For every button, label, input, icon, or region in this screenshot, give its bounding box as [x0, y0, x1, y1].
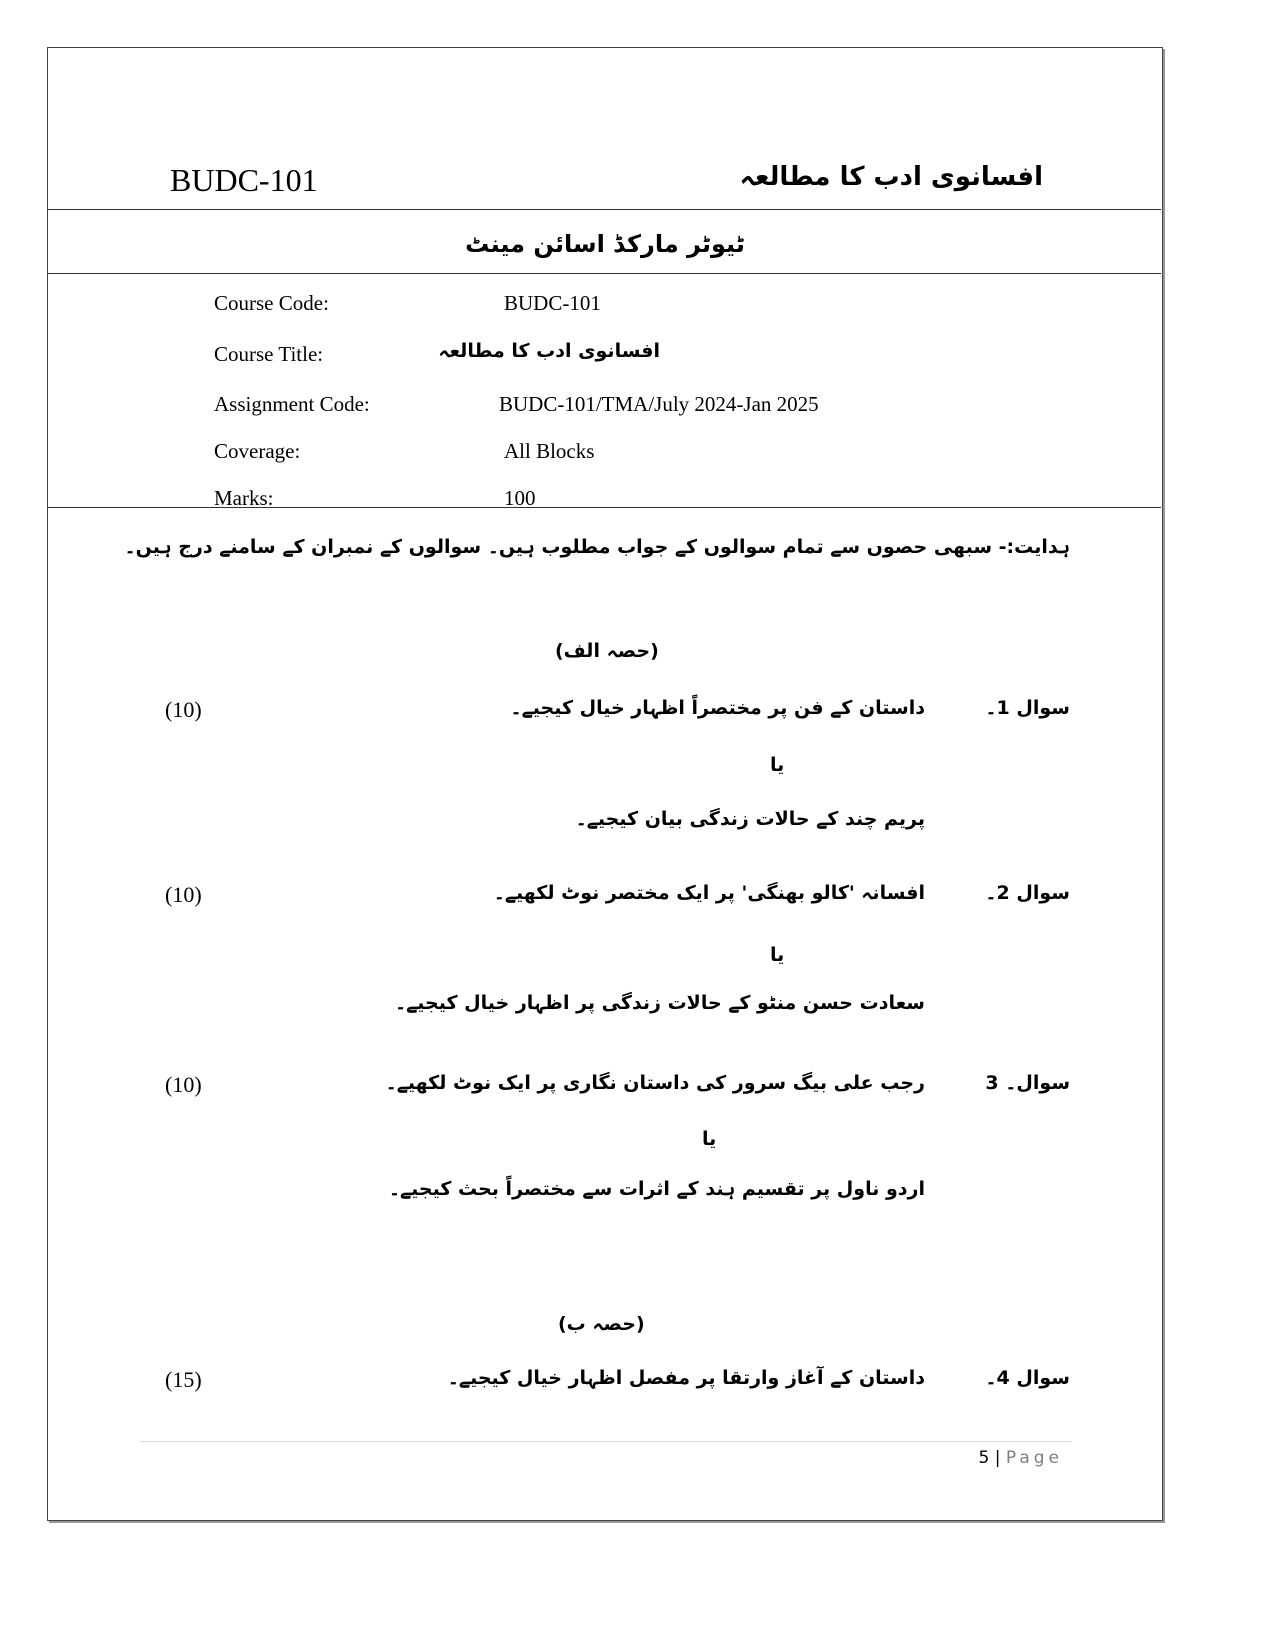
divider: [47, 273, 1161, 274]
header-course-title: افسانوی ادب کا مطالعہ: [739, 162, 1043, 192]
question-1-marks: (10): [165, 697, 202, 722]
question-3-marks: (10): [165, 1072, 202, 1097]
divider: [47, 209, 1161, 210]
or-label: یا: [770, 754, 785, 776]
page-label: Page: [1005, 1448, 1063, 1468]
info-label-marks: Marks:: [214, 486, 274, 510]
question-3-text: رجب علی بیگ سرور کی داستان نگاری پر ایک نوٹ لکھیے۔: [385, 1072, 925, 1094]
footer-divider: [140, 1441, 1072, 1442]
question-2-alternative: سعادت حسن منٹو کے حالات زندگی پر اظہار خیال کیجیے۔: [395, 992, 925, 1014]
page-number: 5: [978, 1448, 990, 1468]
question-3-number: سوال۔ 3: [985, 1072, 1070, 1094]
question-2-text: افسانہ 'کالو بھنگی' پر ایک مختصر نوٹ لکھیے۔: [493, 882, 925, 904]
question-2-marks: (10): [165, 882, 202, 907]
question-1-text: داستان کے فن پر مختصراً اظہار خیال کیجیے۔: [510, 697, 925, 719]
question-3-alternative: اردو ناول پر تقسیم ہند کے اثرات سے مختصراً بحث کیجیے۔: [388, 1178, 925, 1200]
info-value-course-title: افسانوی ادب کا مطالعہ: [438, 340, 660, 362]
question-1-number: سوال 1۔: [985, 697, 1070, 719]
header-course-code: BUDC-101: [170, 162, 318, 198]
info-value-assignment-code: BUDC-101/TMA/July 2024-Jan 2025: [499, 392, 819, 416]
info-value-marks: 100: [504, 486, 536, 510]
question-4-text: داستان کے آغاز وارتقا پر مفصل اظہار خیال کیجیے۔: [447, 1367, 925, 1389]
question-2-number: سوال 2۔: [985, 882, 1070, 904]
section-b-heading: (حصہ ب): [558, 1313, 645, 1335]
page-border: [47, 47, 1163, 1521]
question-4-marks: (15): [165, 1367, 202, 1392]
question-4-number: سوال 4۔: [985, 1367, 1070, 1389]
footer-separator: |: [994, 1448, 1001, 1468]
info-label-course-code: Course Code:: [214, 291, 329, 315]
document-title: ٹیوٹر مارکڈ اسائن مینٹ: [465, 230, 745, 258]
or-label: یا: [770, 944, 785, 966]
info-value-coverage: All Blocks: [504, 439, 595, 463]
divider: [47, 507, 1161, 508]
section-a-heading: (حصہ الف): [555, 640, 659, 662]
page-footer: [978, 1448, 1063, 1468]
instructions: ہدایت:- سبھی حصوں سے تمام سوالوں کے جواب مطلوب ہیں۔ سوالوں کے نمبران کے سامنے درج ہیں۔: [124, 536, 1070, 558]
info-label-assignment-code: Assignment Code:: [214, 392, 370, 416]
info-value-course-code: BUDC-101: [504, 291, 601, 315]
question-1-alternative: پریم چند کے حالات زندگی بیان کیجیے۔: [575, 808, 925, 830]
or-label: یا: [702, 1128, 717, 1150]
info-label-coverage: Coverage:: [214, 439, 301, 463]
info-label-course-title: Course Title:: [214, 342, 324, 366]
